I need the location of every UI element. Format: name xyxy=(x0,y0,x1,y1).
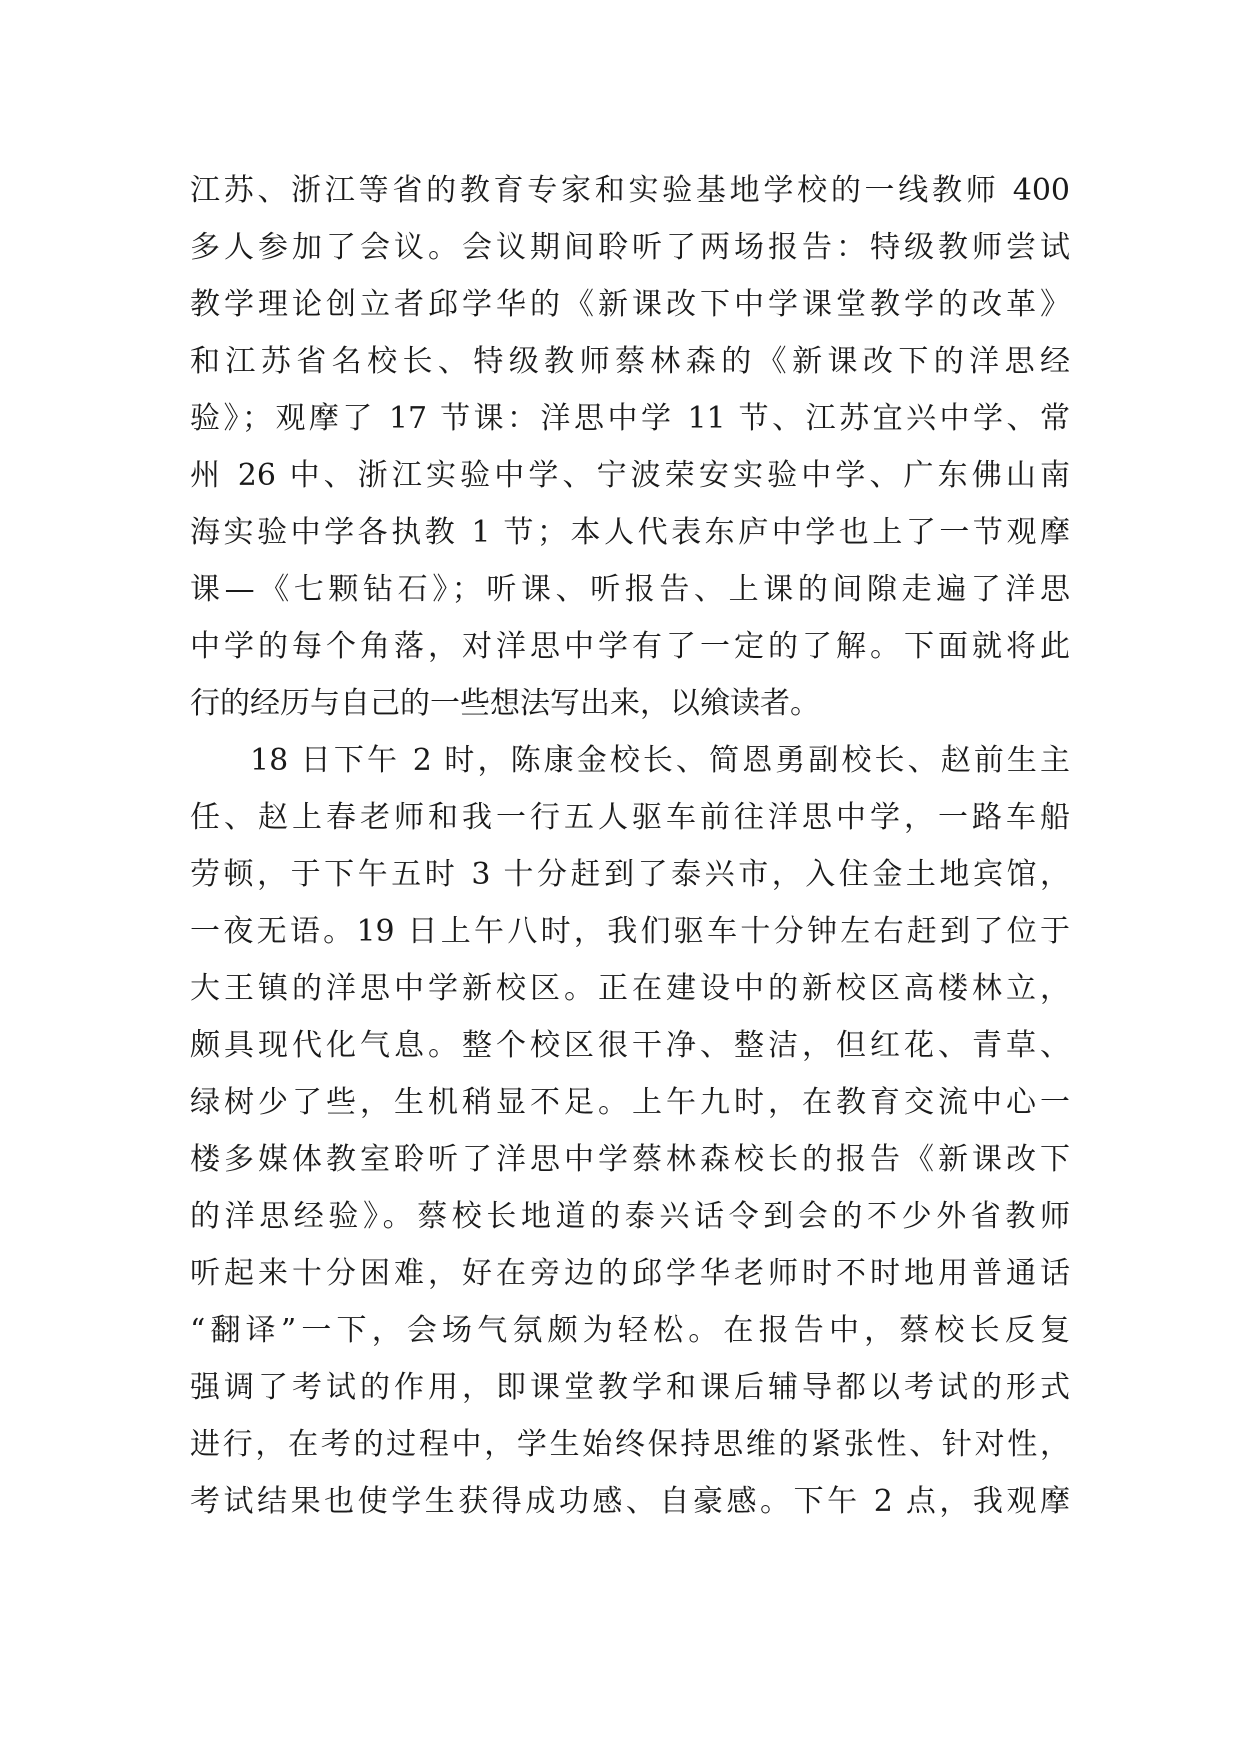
paragraph-line: 楼多媒体教室聆听了洋思中学蔡林森校长的报告《新课改下 xyxy=(190,1142,1070,1177)
paragraph-line: 大王镇的洋思中学新校区。正在建设中的新校区高楼林立， xyxy=(190,971,1070,1006)
paragraph-line: 颇具现代化气息。整个校区很干净、整洁，但红花、青草、 xyxy=(190,1028,1070,1063)
body-text xyxy=(190,162,1070,1530)
paragraph-line: 教学理论创立者邱学华的《新课改下中学课堂教学的改革》 xyxy=(190,287,1070,322)
paragraph-line: 强调了考试的作用，即课堂教学和课后辅导都以考试的形式 xyxy=(190,1370,1070,1405)
paragraph-line: 验》；观摩了 17 节课：洋思中学 11 节、江苏宜兴中学、常 xyxy=(190,401,1070,436)
paragraph-line: 江苏、浙江等省的教育专家和实验基地学校的一线教师 400 xyxy=(190,173,1070,208)
paragraph-line: “翻译”一下，会场气氛颇为轻松。在报告中，蔡校长反复 xyxy=(190,1313,1070,1348)
paragraph-line: 考试结果也使学生获得成功感、自豪感。下午 2 点，我观摩 xyxy=(190,1484,1070,1519)
paragraph-line: 的洋思经验》。蔡校长地道的泰兴话令到会的不少外省教师 xyxy=(190,1199,1070,1234)
paragraph-line: 多人参加了会议。会议期间聆听了两场报告：特级教师尝试 xyxy=(190,230,1070,265)
paragraph-1 xyxy=(190,162,1070,732)
paragraph-line: 课—《七颗钻石》；听课、听报告、上课的间隙走遍了洋思 xyxy=(190,572,1070,607)
paragraph-line: 听起来十分困难，好在旁边的邱学华老师时不时地用普通话 xyxy=(190,1256,1070,1291)
paragraph-line: 中学的每个角落，对洋思中学有了一定的了解。下面就将此 xyxy=(190,629,1070,664)
paragraph-line: 一夜无语。19 日上午八时，我们驱车十分钟左右赶到了位于 xyxy=(190,914,1070,949)
paragraph-line: 和江苏省名校长、特级教师蔡林森的《新课改下的洋思经 xyxy=(190,344,1070,379)
paragraph-line: 行的经历与自己的一些想法写出来，以飨读者。 xyxy=(190,686,820,721)
paragraph-line: 进行，在考的过程中，学生始终保持思维的紧张性、针对性， xyxy=(190,1427,1070,1462)
paragraph-2 xyxy=(190,732,1070,1530)
paragraph-line: 任、赵上春老师和我一行五人驱车前往洋思中学，一路车船 xyxy=(190,800,1070,835)
paragraph-line: 州 26 中、浙江实验中学、宁波荣安实验中学、广东佛山南 xyxy=(190,458,1070,493)
paragraph-line: 劳顿，于下午五时 3 十分赶到了泰兴市，入住金土地宾馆， xyxy=(190,857,1070,892)
paragraph-line: 18 日下午 2 时，陈康金校长、简恩勇副校长、赵前生主 xyxy=(250,743,1070,778)
paragraph-line: 绿树少了些，生机稍显不足。上午九时，在教育交流中心一 xyxy=(190,1085,1070,1120)
paragraph-line: 海实验中学各执教 1 节；本人代表东庐中学也上了一节观摩 xyxy=(190,515,1070,550)
